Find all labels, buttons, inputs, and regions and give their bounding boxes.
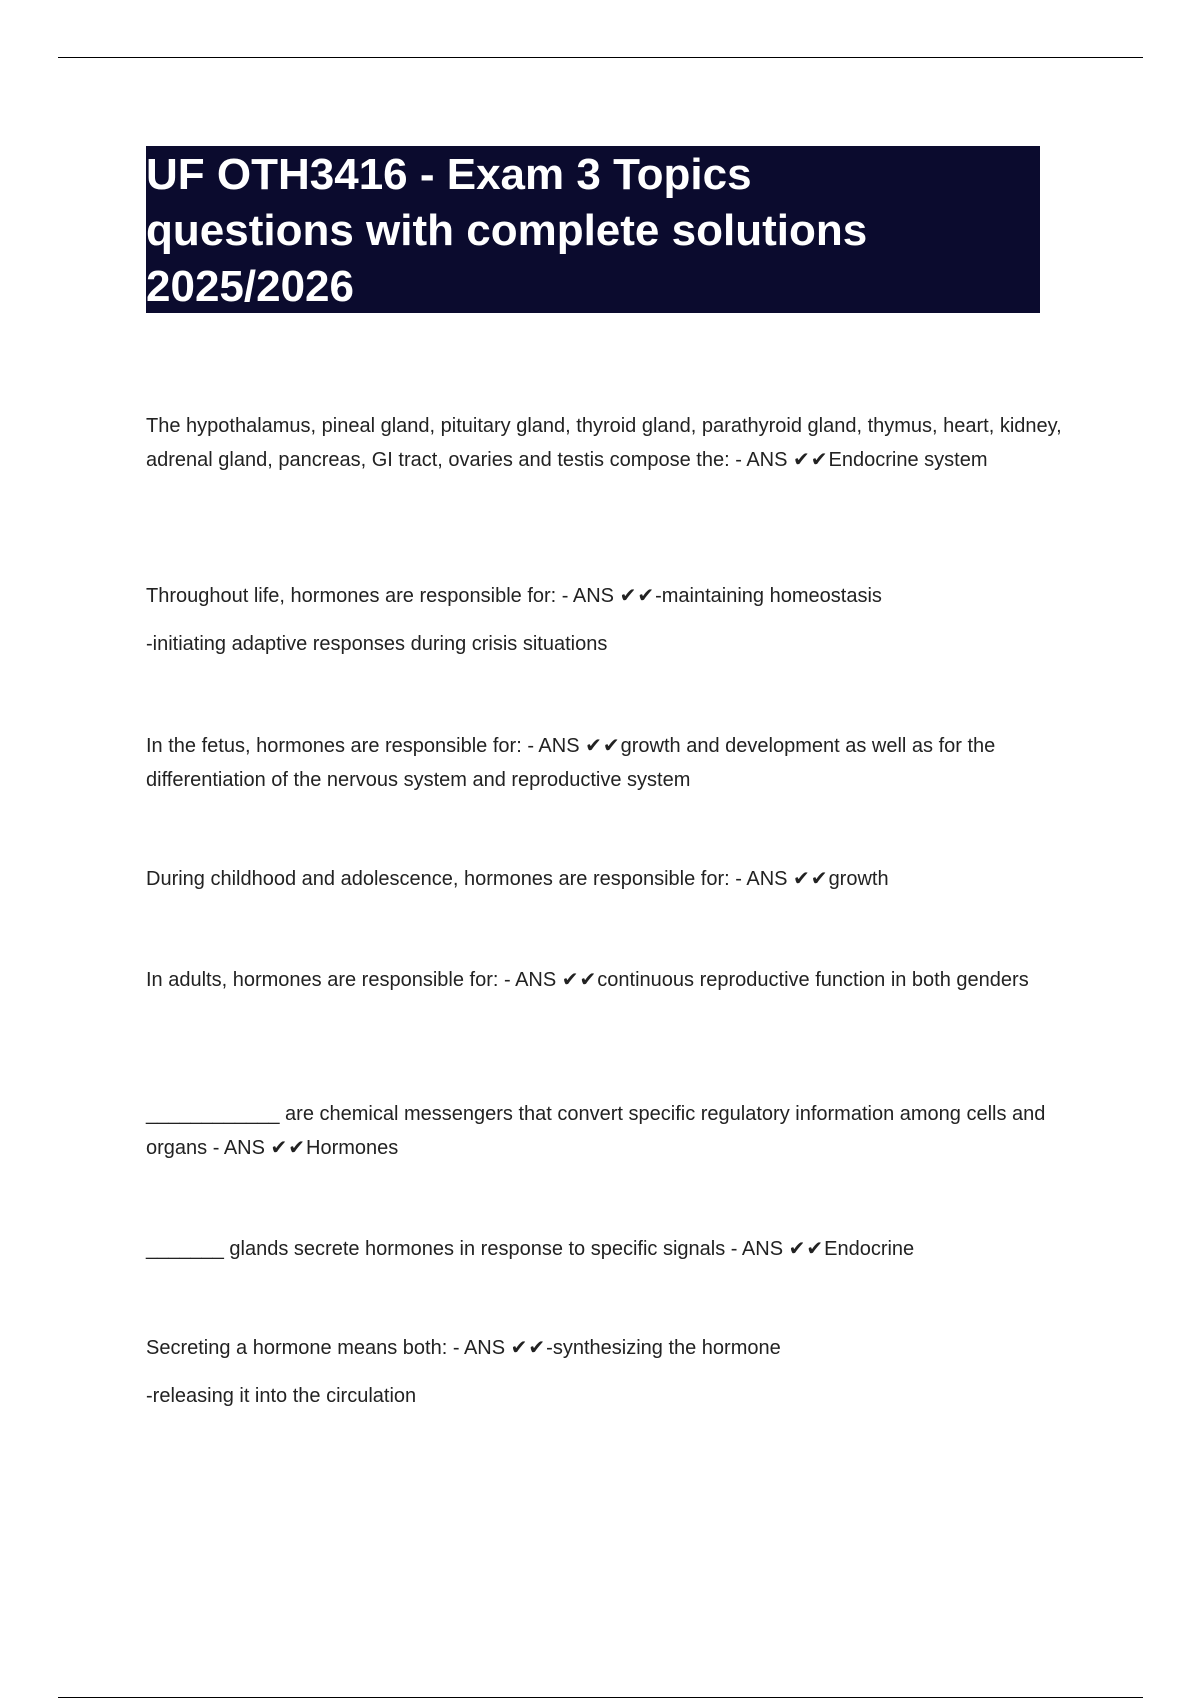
qa-item-1 <box>146 409 1096 477</box>
answer-continuation: -initiating adaptive responses during crisis situations <box>146 633 608 655</box>
qa-text <box>146 963 1096 997</box>
title-line-3: 2025/2026 <box>146 262 354 311</box>
answer-text: -synthesizing the hormone <box>546 1337 781 1359</box>
answer-text: growth <box>828 868 889 890</box>
qa-item-7 <box>146 1232 1096 1266</box>
check-icon: ✔✔ <box>793 449 829 471</box>
question-text: ____________ are chemical messengers that convert specific regulatory information among cells and organs - ANS <box>146 1103 1046 1159</box>
qa-item-3 <box>146 729 1096 797</box>
question-text: During childhood and adolescence, hormones are responsible for: - ANS <box>146 868 788 890</box>
answer-text: continuous reproductive function in both genders <box>597 969 1029 991</box>
qa-item-4 <box>146 862 1096 896</box>
check-icon: ✔✔ <box>788 1238 825 1260</box>
footer-rule <box>58 1697 1143 1698</box>
qa-text <box>146 579 1096 613</box>
qa-text <box>146 1097 1096 1165</box>
check-icon: ✔✔ <box>619 585 656 607</box>
question-text: Secreting a hormone means both: - ANS <box>146 1337 506 1359</box>
answer-text: -maintaining homeostasis <box>655 585 882 607</box>
qa-text <box>146 409 1096 477</box>
qa-item-6 <box>146 1097 1096 1165</box>
qa-text <box>146 862 1096 896</box>
question-text: _______ glands secrete hormones in response to specific signals - ANS <box>146 1238 784 1260</box>
answer-text: Endocrine system <box>828 449 988 471</box>
answer-text: growth and development as well as for the differentiation of the nervous system and reproductive system <box>146 735 996 791</box>
title-line-2: questions with complete solutions <box>146 206 868 255</box>
check-icon: ✔✔ <box>793 868 829 890</box>
question-text: The hypothalamus, pineal gland, pituitary gland, thyroid gland, parathyroid gland, thymus, heart, kidney, adrenal gland, pancreas, GI tract, ovaries and testis compose the: - ANS <box>146 415 1062 471</box>
question-text: In the fetus, hormones are responsible for: - ANS <box>146 735 580 757</box>
qa-text <box>146 1331 1096 1365</box>
answer-text: Hormones <box>306 1137 399 1159</box>
check-icon: ✔✔ <box>585 735 621 757</box>
qa-text <box>146 729 1096 797</box>
header-rule <box>58 57 1143 58</box>
question-text: Throughout life, hormones are responsible for: - ANS <box>146 585 615 607</box>
check-icon: ✔✔ <box>561 969 598 991</box>
check-icon: ✔✔ <box>270 1137 307 1159</box>
check-icon: ✔✔ <box>510 1337 547 1359</box>
document-title-banner <box>146 146 1040 313</box>
qa-item-2 <box>146 579 1096 661</box>
answer-text: Endocrine <box>824 1238 915 1260</box>
qa-text <box>146 1232 1096 1266</box>
question-text: In adults, hormones are responsible for: - ANS <box>146 969 557 991</box>
answer-continuation: -releasing it into the circulation <box>146 1385 417 1407</box>
document-title <box>146 146 1034 315</box>
title-line-1: UF OTH3416 - Exam 3 Topics <box>146 150 752 199</box>
qa-item-5 <box>146 963 1096 997</box>
qa-item-8 <box>146 1331 1096 1413</box>
